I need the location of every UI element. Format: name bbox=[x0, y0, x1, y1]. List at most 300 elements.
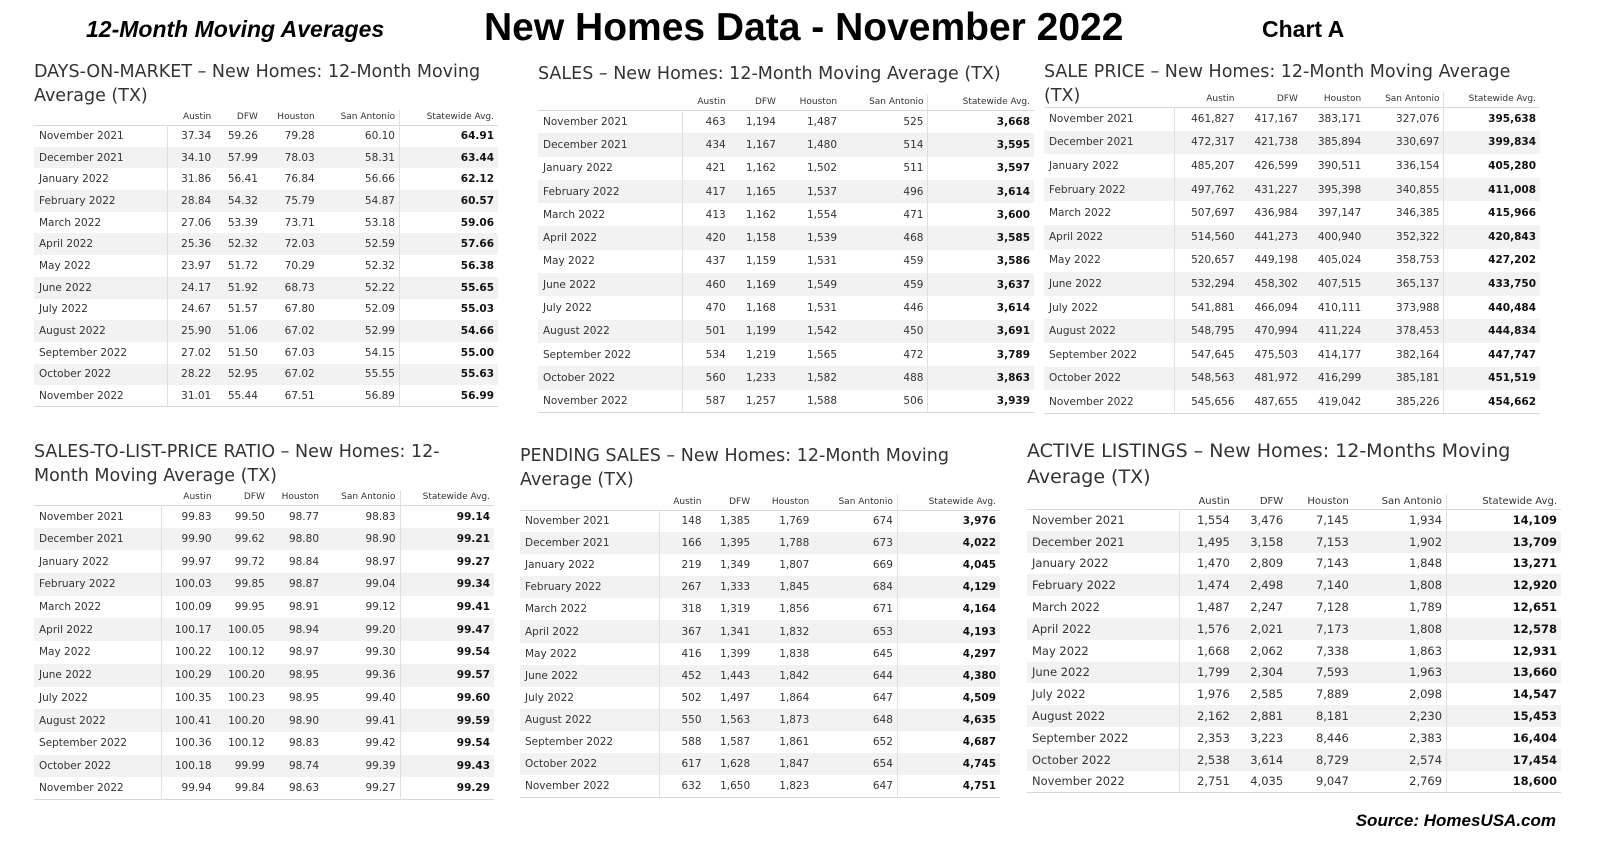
cell-dfw: 431,227 bbox=[1239, 178, 1302, 202]
cell-houston: 76.84 bbox=[284, 173, 315, 186]
cell-austin: 1,976 bbox=[1196, 687, 1230, 702]
cell-statewide-avg: 99.43 bbox=[400, 755, 494, 778]
cell-houston: 1,873 bbox=[754, 709, 813, 731]
cell-dfw: 1,168 bbox=[745, 302, 776, 315]
cell-dfw: 1,333 bbox=[706, 576, 755, 598]
cell-san-antonio: 1,902 bbox=[1353, 531, 1447, 553]
active-listings-panel bbox=[1027, 438, 1561, 793]
cell-statewide-avg: 99.47 bbox=[400, 618, 494, 641]
cell-houston: 400,940 bbox=[1302, 225, 1365, 249]
table-row bbox=[1027, 596, 1561, 618]
cell-month: December 2021 bbox=[1027, 531, 1180, 553]
cell-statewide-avg: 395,638 bbox=[1444, 107, 1540, 131]
cell-houston: 98.94 bbox=[269, 618, 323, 641]
table-row bbox=[1027, 553, 1561, 575]
cell-austin: 24.17 bbox=[168, 277, 215, 299]
cell-dfw: 100.05 bbox=[216, 618, 269, 641]
cell-austin: 452 bbox=[659, 665, 705, 687]
cell-houston: 67.03 bbox=[284, 346, 315, 359]
cell-austin: 421 bbox=[705, 162, 726, 175]
cell-austin: 420 bbox=[682, 226, 730, 249]
cell-statewide-avg: 4,129 bbox=[897, 576, 1000, 598]
column-header-month bbox=[538, 95, 682, 110]
table-row bbox=[1044, 272, 1540, 296]
cell-month: June 2022 bbox=[34, 664, 162, 687]
column-header-houston: Houston bbox=[799, 97, 838, 108]
column-header-statewide-avg: Statewide Avg. bbox=[1444, 92, 1540, 107]
cell-austin: 318 bbox=[681, 603, 702, 616]
column-header-san-antonio: San Antonio bbox=[340, 112, 395, 123]
cell-dfw: 51.57 bbox=[227, 303, 258, 316]
panel-title: SALES-TO-LIST-PRICE RATIO – New Homes: 12-Month Moving Average (TX) bbox=[34, 442, 440, 486]
cell-month: September 2022 bbox=[34, 732, 162, 755]
cell-san-antonio: 1,848 bbox=[1409, 556, 1443, 571]
panel-title: PENDING SALES – New Homes: 12-Month Moving Average (TX) bbox=[520, 446, 949, 490]
cell-dfw: 1,319 bbox=[720, 603, 751, 616]
cell-austin: 417 bbox=[682, 180, 730, 203]
column-header-san-antonio: San Antonio bbox=[869, 97, 924, 108]
cell-month: November 2022 bbox=[34, 385, 168, 407]
cell-dfw: 100.23 bbox=[228, 691, 265, 704]
cell-month: December 2021 bbox=[1044, 131, 1174, 155]
cell-dfw: 2,021 bbox=[1234, 618, 1287, 640]
cell-houston: 1,487 bbox=[806, 115, 838, 128]
cell-austin: 28.22 bbox=[168, 364, 215, 386]
cell-month: May 2022 bbox=[538, 250, 682, 273]
cell-san-antonio: 52.59 bbox=[319, 233, 400, 255]
cell-houston: 7,140 bbox=[1287, 574, 1353, 596]
cell-houston: 414,177 bbox=[1317, 348, 1362, 361]
cell-statewide-avg: 3,600 bbox=[928, 203, 1034, 226]
cell-san-antonio: 99.41 bbox=[323, 709, 400, 732]
table-row bbox=[34, 255, 498, 277]
cell-month: November 2022 bbox=[34, 777, 162, 800]
table-row bbox=[34, 687, 494, 710]
cell-austin: 148 bbox=[681, 515, 702, 528]
cell-san-antonio: 358,753 bbox=[1396, 254, 1440, 267]
cell-houston: 1,582 bbox=[780, 366, 841, 389]
cell-san-antonio: 1,808 bbox=[1353, 574, 1447, 596]
cell-statewide-avg: 4,751 bbox=[897, 775, 1000, 797]
cell-month: November 2021 bbox=[520, 510, 659, 532]
cell-san-antonio: 525 bbox=[903, 115, 924, 128]
cell-month: March 2022 bbox=[538, 203, 682, 226]
cell-san-antonio: 450 bbox=[841, 320, 928, 343]
cell-houston: 1,838 bbox=[779, 647, 810, 660]
cell-statewide-avg: 55.63 bbox=[399, 364, 498, 386]
cell-statewide-avg: 13,271 bbox=[1447, 553, 1561, 575]
cell-austin: 437 bbox=[705, 255, 726, 268]
cell-dfw: 1,233 bbox=[730, 366, 780, 389]
cell-statewide-avg: 415,966 bbox=[1444, 201, 1540, 225]
cell-austin: 632 bbox=[681, 779, 702, 792]
cell-austin: 460 bbox=[682, 273, 730, 296]
cell-austin: 267 bbox=[659, 576, 705, 598]
cell-dfw: 100.12 bbox=[228, 646, 265, 659]
table-row bbox=[34, 364, 498, 386]
cell-month: January 2022 bbox=[34, 550, 162, 573]
cell-dfw: 1,165 bbox=[730, 180, 780, 203]
cell-month: May 2022 bbox=[1027, 640, 1180, 662]
cell-san-antonio: 654 bbox=[813, 753, 897, 775]
cell-houston: 385,894 bbox=[1302, 131, 1365, 155]
cell-san-antonio: 336,154 bbox=[1396, 159, 1440, 172]
cell-dfw: 4,035 bbox=[1250, 774, 1284, 789]
column-header-houston: Houston bbox=[1323, 94, 1362, 105]
cell-dfw: 59.26 bbox=[227, 130, 258, 143]
table-row bbox=[34, 755, 494, 778]
table-row bbox=[1027, 618, 1561, 640]
column-header-month bbox=[34, 490, 162, 505]
cell-dfw: 99.84 bbox=[234, 782, 265, 795]
cell-month: May 2022 bbox=[34, 255, 168, 277]
cell-san-antonio: 459 bbox=[903, 255, 924, 268]
cell-austin: 1,495 bbox=[1180, 531, 1234, 553]
column-header-statewide-avg: Statewide Avg. bbox=[897, 495, 1000, 510]
cell-austin: 100.29 bbox=[162, 664, 216, 687]
table-row bbox=[1027, 509, 1561, 531]
cell-statewide-avg: 3,976 bbox=[897, 510, 1000, 532]
cell-houston: 7,889 bbox=[1315, 687, 1349, 702]
column-header-san-antonio: San Antonio bbox=[838, 497, 893, 508]
cell-statewide-avg: 14,109 bbox=[1447, 509, 1561, 531]
cell-month: March 2022 bbox=[34, 212, 168, 234]
cell-houston: 419,042 bbox=[1317, 395, 1362, 408]
cell-statewide-avg: 399,834 bbox=[1444, 131, 1540, 155]
cell-houston: 73.71 bbox=[284, 216, 315, 229]
cell-month: October 2022 bbox=[1027, 749, 1180, 771]
cell-month: September 2022 bbox=[1027, 727, 1180, 749]
cell-austin: 541,881 bbox=[1191, 301, 1235, 314]
cell-austin: 532,294 bbox=[1174, 272, 1238, 296]
cell-san-antonio: 58.31 bbox=[319, 147, 400, 169]
table-row bbox=[1044, 225, 1540, 249]
cell-dfw: 51.06 bbox=[215, 320, 262, 342]
cell-statewide-avg: 54.66 bbox=[399, 320, 498, 342]
cell-dfw: 1,395 bbox=[706, 532, 755, 554]
table-row bbox=[34, 732, 494, 755]
column-header-dfw: DFW bbox=[1276, 94, 1298, 105]
cell-statewide-avg: 3,863 bbox=[928, 366, 1034, 389]
cell-houston: 383,171 bbox=[1317, 113, 1362, 126]
cell-month: August 2022 bbox=[34, 320, 168, 342]
cell-houston: 98.80 bbox=[269, 528, 323, 551]
cell-san-antonio: 52.22 bbox=[319, 277, 400, 299]
cell-statewide-avg: 55.00 bbox=[399, 342, 498, 364]
cell-month: January 2022 bbox=[34, 168, 168, 190]
table-row bbox=[538, 343, 1034, 366]
cell-statewide-avg: 12,920 bbox=[1447, 574, 1561, 596]
cell-dfw: 99.62 bbox=[216, 528, 269, 551]
sales-table bbox=[538, 95, 1034, 413]
cell-dfw: 57.99 bbox=[215, 147, 262, 169]
cell-austin: 25.90 bbox=[168, 320, 215, 342]
table-row bbox=[34, 233, 498, 255]
cell-houston: 1,554 bbox=[806, 208, 838, 221]
cell-houston: 67.80 bbox=[284, 303, 315, 316]
cell-houston: 1,769 bbox=[779, 515, 810, 528]
cell-austin: 548,795 bbox=[1174, 319, 1238, 343]
cell-austin: 99.97 bbox=[181, 555, 212, 568]
cell-san-antonio: 669 bbox=[872, 559, 893, 572]
cell-statewide-avg: 4,022 bbox=[897, 532, 1000, 554]
cell-month: October 2022 bbox=[1044, 367, 1174, 391]
table-row bbox=[34, 125, 498, 147]
cell-austin: 550 bbox=[659, 709, 705, 731]
column-header-austin: Austin bbox=[1206, 94, 1235, 105]
cell-houston: 98.95 bbox=[269, 664, 323, 687]
cell-austin: 588 bbox=[681, 735, 702, 748]
cell-san-antonio: 54.15 bbox=[364, 346, 395, 359]
table-row bbox=[1027, 771, 1561, 793]
cell-houston: 7,143 bbox=[1315, 556, 1349, 571]
cell-statewide-avg: 55.03 bbox=[399, 299, 498, 321]
header-row bbox=[1044, 92, 1540, 107]
cell-month: December 2021 bbox=[34, 147, 168, 169]
cell-statewide-avg: 99.21 bbox=[400, 528, 494, 551]
sale-price-table bbox=[1044, 92, 1540, 414]
cell-san-antonio: 99.20 bbox=[323, 618, 400, 641]
cell-statewide-avg: 60.57 bbox=[399, 190, 498, 212]
cell-san-antonio: 2,230 bbox=[1353, 705, 1447, 727]
cell-dfw: 2,062 bbox=[1250, 643, 1284, 658]
cell-month: October 2022 bbox=[34, 755, 162, 778]
cell-dfw: 52.32 bbox=[215, 233, 262, 255]
cell-statewide-avg: 3,668 bbox=[928, 110, 1034, 133]
cell-san-antonio: 340,855 bbox=[1365, 178, 1444, 202]
cell-dfw: 458,302 bbox=[1239, 272, 1302, 296]
cell-statewide-avg: 99.29 bbox=[400, 777, 494, 800]
cell-san-antonio: 446 bbox=[903, 302, 924, 315]
cell-austin: 2,353 bbox=[1196, 730, 1230, 745]
cell-austin: 545,656 bbox=[1191, 395, 1235, 408]
cell-austin: 617 bbox=[659, 753, 705, 775]
cell-dfw: 1,628 bbox=[706, 753, 755, 775]
column-header-houston: Houston bbox=[277, 112, 315, 123]
cell-month: August 2022 bbox=[1044, 319, 1174, 343]
panel-title: DAYS-ON-MARKET – New Homes: 12-Month Moving Average (TX) bbox=[34, 62, 481, 106]
cell-dfw: 2,881 bbox=[1234, 705, 1287, 727]
cell-san-antonio: 468 bbox=[841, 226, 928, 249]
cell-austin: 547,645 bbox=[1191, 348, 1235, 361]
cell-statewide-avg: 99.59 bbox=[400, 709, 494, 732]
table-row bbox=[34, 147, 498, 169]
cell-statewide-avg: 99.41 bbox=[400, 596, 494, 619]
cell-austin: 100.03 bbox=[162, 573, 216, 596]
cell-month: November 2022 bbox=[1044, 390, 1174, 414]
column-header-statewide-avg: Statewide Avg. bbox=[399, 110, 498, 125]
cell-dfw: 55.44 bbox=[227, 389, 258, 402]
cell-statewide-avg: 433,750 bbox=[1444, 272, 1540, 296]
cell-houston: 407,515 bbox=[1302, 272, 1365, 296]
cell-statewide-avg: 12,651 bbox=[1447, 596, 1561, 618]
cell-month: February 2022 bbox=[520, 576, 659, 598]
column-header-dfw: DFW bbox=[236, 112, 258, 123]
column-header-houston: Houston bbox=[771, 497, 810, 508]
cell-month: July 2022 bbox=[1027, 683, 1180, 705]
cell-dfw: 2,498 bbox=[1234, 574, 1287, 596]
cell-statewide-avg: 4,635 bbox=[897, 709, 1000, 731]
cell-austin: 367 bbox=[659, 620, 705, 642]
cell-houston: 397,147 bbox=[1317, 207, 1362, 220]
cell-austin: 100.35 bbox=[174, 691, 212, 704]
table-row bbox=[538, 320, 1034, 343]
cell-houston: 411,224 bbox=[1302, 319, 1365, 343]
column-header-austin: Austin bbox=[697, 97, 726, 108]
cell-houston: 1,864 bbox=[779, 691, 810, 704]
cell-san-antonio: 99.04 bbox=[323, 573, 400, 596]
cell-san-antonio: 496 bbox=[841, 180, 928, 203]
cell-dfw: 417,167 bbox=[1254, 113, 1298, 126]
column-header-austin: Austin bbox=[1198, 495, 1230, 507]
cell-statewide-avg: 99.57 bbox=[400, 664, 494, 687]
cell-dfw: 51.50 bbox=[227, 346, 258, 359]
cell-san-antonio: 99.40 bbox=[365, 691, 396, 704]
cell-month: September 2022 bbox=[538, 343, 682, 366]
cell-month: January 2022 bbox=[1027, 553, 1180, 575]
cell-houston: 9,047 bbox=[1315, 774, 1349, 789]
table-row bbox=[34, 299, 498, 321]
cell-houston: 1,788 bbox=[754, 532, 813, 554]
cell-dfw: 470,994 bbox=[1239, 319, 1302, 343]
table-row bbox=[538, 133, 1034, 156]
cell-statewide-avg: 3,586 bbox=[928, 250, 1034, 273]
days-on-market-table bbox=[34, 110, 498, 407]
cell-austin: 37.34 bbox=[181, 130, 212, 143]
cell-san-antonio: 99.42 bbox=[365, 737, 396, 750]
cell-month: May 2022 bbox=[34, 641, 162, 664]
cell-houston: 98.87 bbox=[269, 573, 323, 596]
table-row bbox=[34, 320, 498, 342]
cell-austin: 548,563 bbox=[1174, 367, 1238, 391]
cell-san-antonio: 1,789 bbox=[1409, 600, 1443, 615]
cell-austin: 219 bbox=[681, 559, 702, 572]
cell-month: November 2021 bbox=[1027, 509, 1180, 531]
cell-austin: 100.22 bbox=[174, 646, 212, 659]
cell-houston: 78.03 bbox=[262, 147, 319, 169]
table-row bbox=[34, 641, 494, 664]
cell-san-antonio: 98.97 bbox=[365, 555, 396, 568]
cell-statewide-avg: 454,662 bbox=[1444, 390, 1540, 414]
cell-austin: 416 bbox=[681, 647, 702, 660]
cell-san-antonio: 506 bbox=[903, 394, 924, 407]
cell-statewide-avg: 99.54 bbox=[400, 641, 494, 664]
sales-to-list-ratio-table bbox=[34, 490, 494, 800]
cell-dfw: 99.95 bbox=[234, 601, 265, 614]
chart-label: Chart A bbox=[1262, 16, 1345, 42]
cell-statewide-avg: 4,687 bbox=[897, 731, 1000, 753]
cell-statewide-avg: 55.65 bbox=[399, 277, 498, 299]
cell-month: March 2022 bbox=[1027, 596, 1180, 618]
cell-month: January 2022 bbox=[520, 554, 659, 576]
cell-san-antonio: 511 bbox=[903, 162, 924, 175]
cell-austin: 100.09 bbox=[174, 601, 212, 614]
table-row bbox=[1027, 662, 1561, 684]
cell-statewide-avg: 3,691 bbox=[928, 320, 1034, 343]
table-row bbox=[1027, 705, 1561, 727]
cell-houston: 1,823 bbox=[779, 779, 810, 792]
cell-austin: 461,827 bbox=[1191, 113, 1235, 126]
cell-statewide-avg: 3,595 bbox=[928, 133, 1034, 156]
cell-month: July 2022 bbox=[34, 687, 162, 710]
cell-dfw: 1,563 bbox=[706, 709, 755, 731]
cell-houston: 1,542 bbox=[780, 320, 841, 343]
cell-statewide-avg: 4,297 bbox=[897, 643, 1000, 665]
panel-title: SALE PRICE – New Homes: 12-Month Moving Average (TX) bbox=[1044, 62, 1511, 106]
cell-month: February 2022 bbox=[34, 190, 168, 212]
cell-dfw: 1,158 bbox=[730, 226, 780, 249]
cell-san-antonio: 645 bbox=[872, 647, 893, 660]
cell-dfw: 51.92 bbox=[215, 277, 262, 299]
cell-month: February 2022 bbox=[1027, 574, 1180, 596]
cell-san-antonio: 382,164 bbox=[1396, 348, 1440, 361]
cell-month: November 2021 bbox=[34, 505, 162, 528]
cell-statewide-avg: 99.34 bbox=[400, 573, 494, 596]
cell-houston: 1,549 bbox=[780, 273, 841, 296]
cell-statewide-avg: 99.14 bbox=[400, 505, 494, 528]
cell-dfw: 3,476 bbox=[1250, 513, 1284, 528]
table-row bbox=[34, 168, 498, 190]
cell-dfw: 56.41 bbox=[227, 173, 258, 186]
table-row bbox=[1044, 249, 1540, 273]
table-row bbox=[538, 366, 1034, 389]
sales-to-list-ratio-panel bbox=[34, 440, 494, 800]
cell-san-antonio: 1,934 bbox=[1409, 513, 1443, 528]
cell-san-antonio: 373,988 bbox=[1396, 301, 1440, 314]
cell-statewide-avg: 4,745 bbox=[897, 753, 1000, 775]
cell-houston: 1,480 bbox=[780, 133, 841, 156]
cell-austin: 31.01 bbox=[181, 389, 212, 402]
table-row bbox=[34, 277, 498, 299]
table-row bbox=[34, 777, 494, 800]
cell-san-antonio: 52.32 bbox=[364, 259, 395, 272]
cell-san-antonio: 55.55 bbox=[319, 364, 400, 386]
cell-month: May 2022 bbox=[520, 643, 659, 665]
table-row bbox=[538, 203, 1034, 226]
table-row bbox=[1044, 131, 1540, 155]
cell-statewide-avg: 440,484 bbox=[1444, 296, 1540, 320]
cell-statewide-avg: 62.12 bbox=[399, 168, 498, 190]
cell-austin: 24.67 bbox=[181, 303, 212, 316]
cell-san-antonio: 1,963 bbox=[1353, 662, 1447, 684]
cell-dfw: 1,219 bbox=[745, 348, 776, 361]
column-header-month bbox=[520, 495, 659, 510]
column-header-dfw: DFW bbox=[243, 492, 265, 503]
table-row bbox=[520, 775, 1000, 797]
cell-austin: 100.36 bbox=[174, 737, 212, 750]
cell-statewide-avg: 4,045 bbox=[897, 554, 1000, 576]
cell-dfw: 1,349 bbox=[720, 559, 751, 572]
table-row bbox=[34, 573, 494, 596]
cell-month: June 2022 bbox=[1044, 272, 1174, 296]
cell-houston: 98.97 bbox=[288, 646, 319, 659]
cell-houston: 7,338 bbox=[1315, 643, 1349, 658]
table-row bbox=[34, 709, 494, 732]
cell-austin: 2,162 bbox=[1180, 705, 1234, 727]
table-row bbox=[538, 273, 1034, 296]
column-header-houston: Houston bbox=[1307, 495, 1349, 507]
table-row bbox=[34, 385, 498, 407]
sales-panel bbox=[538, 62, 1034, 413]
cell-dfw: 2,304 bbox=[1234, 662, 1287, 684]
cell-austin: 27.02 bbox=[181, 346, 212, 359]
days-on-market-panel bbox=[34, 60, 498, 407]
cell-month: November 2022 bbox=[1027, 771, 1180, 793]
cell-san-antonio: 56.89 bbox=[364, 389, 395, 402]
column-header-statewide-avg: Statewide Avg. bbox=[928, 95, 1034, 110]
cell-san-antonio: 673 bbox=[813, 532, 897, 554]
cell-austin: 502 bbox=[681, 691, 702, 704]
